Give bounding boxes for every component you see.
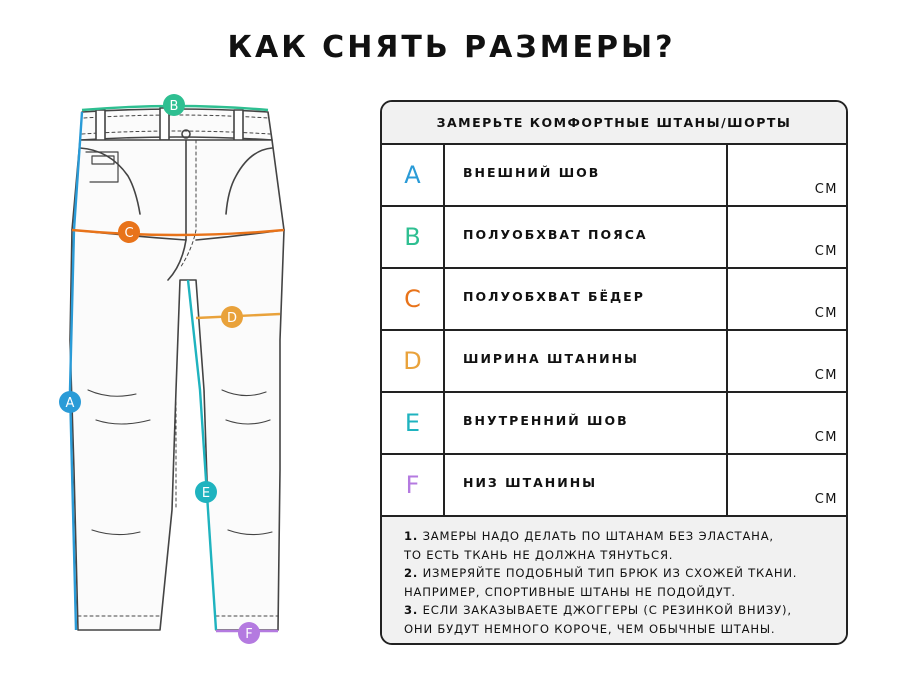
marker-f-label: F <box>245 627 253 642</box>
marker-e-label: E <box>201 486 211 501</box>
marker-b <box>163 94 185 116</box>
marker-d <box>221 306 243 328</box>
unit-label: СМ <box>814 430 838 445</box>
row-name-c: ПОЛУОБХВАТ БЁДЕР <box>445 269 728 329</box>
unit-label: СМ <box>814 368 838 383</box>
value-field-e[interactable] <box>728 393 846 453</box>
table-row <box>382 331 846 393</box>
note-3-cont: ОНИ БУДУТ НЕМНОГО КОРОЧЕ, ЧЕМ ОБЫЧНЫЕ ШТАНЫ. <box>404 621 776 636</box>
notes <box>382 517 846 645</box>
row-letter-d: D <box>382 331 445 391</box>
value-field-c[interactable] <box>728 269 846 329</box>
value-field-d[interactable] <box>728 331 846 391</box>
marker-b-label: B <box>169 99 179 114</box>
row-name-d: ШИРИНА ШТАНИНЫ <box>445 331 728 391</box>
value-field-f[interactable] <box>728 455 846 515</box>
measurement-table <box>380 100 848 645</box>
value-field-b[interactable] <box>728 207 846 267</box>
table-header: ЗАМЕРЬТЕ КОМФОРТНЫЕ ШТАНЫ/ШОРТЫ <box>382 102 846 145</box>
note-text: ЕСЛИ ЗАКАЗЫВАЕТЕ ДЖОГГЕРЫ (С РЕЗИНКОЙ ВНИЗУ), <box>422 603 792 617</box>
row-name-a: ВНЕШНИЙ ШОВ <box>445 145 728 205</box>
row-letter-e: E <box>382 393 445 453</box>
note-2-cont: НАПРИМЕР, СПОРТИВНЫЕ ШТАНЫ НЕ ПОДОЙДУТ. <box>404 584 736 599</box>
unit-label: СМ <box>814 244 838 259</box>
note-number: 1. <box>404 529 419 543</box>
table-row <box>382 145 846 207</box>
note-1-cont: ТО ЕСТЬ ТКАНЬ НЕ ДОЛЖНА ТЯНУТЬСЯ. <box>404 547 674 562</box>
marker-a-label: A <box>65 396 75 411</box>
note-text: ЗАМЕРЫ НАДО ДЕЛАТЬ ПО ШТАНАМ БЕЗ ЭЛАСТАНА, <box>422 529 774 543</box>
row-letter-f: F <box>382 455 445 515</box>
unit-label: СМ <box>814 492 838 507</box>
marker-c <box>118 221 140 243</box>
note-number: 3. <box>404 603 419 617</box>
note-number: 2. <box>404 566 419 580</box>
table-row <box>382 207 846 269</box>
marker-e <box>195 481 217 503</box>
row-letter-b: B <box>382 207 445 267</box>
unit-label: СМ <box>814 306 838 321</box>
value-field-a[interactable] <box>728 145 846 205</box>
row-letter-c: C <box>382 269 445 329</box>
marker-d-label: D <box>226 311 238 326</box>
row-name-e: ВНУТРЕННИЙ ШОВ <box>445 393 728 453</box>
marker-a <box>59 391 81 413</box>
note-3 <box>404 601 846 620</box>
page-title: КАК СНЯТЬ РАЗМЕРЫ? <box>227 30 676 65</box>
row-name-b: ПОЛУОБХВАТ ПОЯСА <box>445 207 728 267</box>
unit-label: СМ <box>814 182 838 197</box>
marker-c-label: C <box>124 226 134 241</box>
row-letter-a: A <box>382 145 445 205</box>
table-row <box>382 393 846 455</box>
pants-diagram <box>40 90 340 650</box>
note-2 <box>404 564 846 583</box>
note-1 <box>404 527 846 546</box>
note-text: ИЗМЕРЯЙТЕ ПОДОБНЫЙ ТИП БРЮК ИЗ СХОЖЕЙ ТКАНИ. <box>422 566 798 580</box>
table-row <box>382 455 846 517</box>
row-name-f: НИЗ ШТАНИНЫ <box>445 455 728 515</box>
table-row <box>382 269 846 331</box>
marker-f <box>238 622 260 644</box>
